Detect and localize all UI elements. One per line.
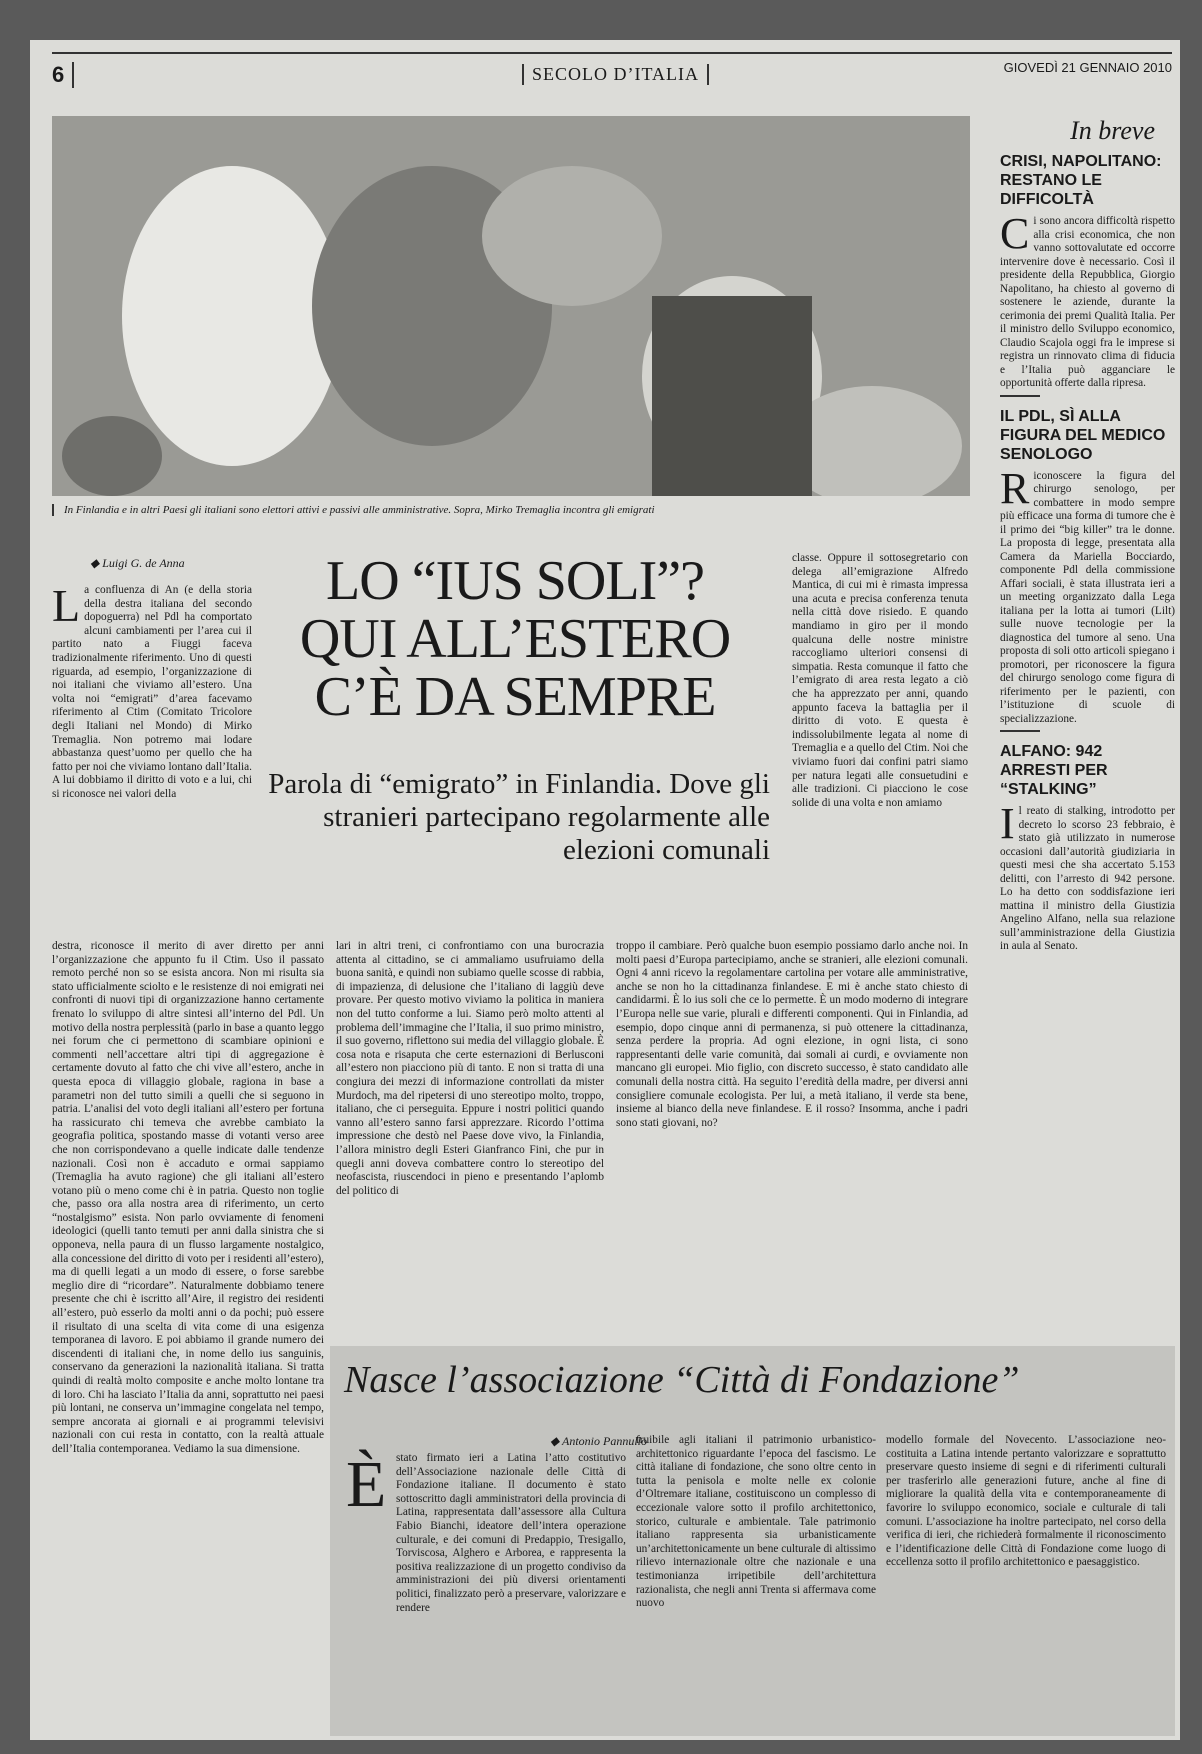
newspaper-page: [30, 40, 1180, 1740]
brief-item: [1000, 152, 1175, 391]
brief-item: [1000, 742, 1175, 954]
brief-body: i sono ancora difficoltà rispetto alla crisi economica, che non vanno sottovalutate ed occorre intervenire dove è necessario. Così il presidente della Repubblica, Giorgio Napolitano, ha chiesto al governo di sostenere le aziende, durante la cerimonia dei premi Qualità Italia. Per il ministro dello Sviluppo economico, Claudio Scajola oggi fra le imprese si registra un rinnovato clima di fiducia e l’Italia può agganciare le opportunità offerte dalla ripresa.: [1000, 215, 1175, 389]
dropcap: I: [1000, 799, 1015, 848]
article-column-3-top: [792, 552, 968, 810]
column-text: fruibile agli italiani il patrimonio urbanistico-architettonico riguardante l’epoca del fascismo. Le città italiane di fondazione, che sono oltre cento in tutta la penisola e molte nelle ex colonie d’Oltremare italiane, costituiscono un complesso di eccezionale valore sotto il profilo architettonico, storico, culturale e ambientale. Tale patrimonio italiano rappresenta sia urbanisticamente un’architettonicamente un bene culturale di altissimo rilievo internazionale oltre che nazionale e una testimonianza irripetibile dell’architettura razionalista, che negli anni Trenta si affermava come nuovo: [636, 1434, 876, 1610]
dropcap: L: [52, 580, 81, 631]
issue-date: GIOVEDÌ 21 GENNAIO 2010: [1003, 60, 1172, 75]
in-brief-logo: In breve: [1070, 116, 1155, 145]
brief-text: [1000, 463, 1175, 727]
association-title: Nasce l’associazione “Città di Fondazione”: [344, 1359, 1020, 1401]
article-column-2: [336, 940, 604, 1198]
column-text: lari in altri treni, ci confrontiamo con una burocrazia attenta al cittadino, se ci ammaliamo usufruiamo della buona sanità, e quindi non subiamo quelle scosse di rabbia, di impazienza, di delusione che l’italiano di laggiù deve provare. Per questo motivo viviamo la politica in maniera non del tutto conforme a lui. Siamo però molto attenti al problema dell’immagine che l’Italia, il suo primo ministro, il suo governo, riflettono sui media del villaggio globale. È cosa nota e risaputa che certe esternazioni di Berlusconi all’estero non piacciono più di tanto. E non si tratta di una congiura dei mezzi di informazione controllati da mister Murdoch, ma del ripetersi di uno stereotipo molto, troppo, italiano, che ci perseguita. Eppure i nostri politici quando vanno all’estero sanno farsi apprezzare. Ricordo l’ottima impressione che destò nel Paese dove vivo, la Finlandia, l’allora ministro degli Esteri Gianfranco Fini, che pur in quegli anni doveva combattere contro lo stereotipo del neofascista, riuscendoci in pieno e presentando l’aplomb del politico di: [336, 940, 604, 1197]
column-text: classe. Oppure il sottosegretario con delega all’emigrazione Alfredo Mantica, di cui mi è rimasta impressa una acuta e precisa conferenza tenuta nella città dove risiedo. E quando mandiamo in giro per il mondo qualcuna delle nostre ministre raccogliamo ulteriori consensi di simpatia. Resta comunque il fatto che l’emigrato di area resta legato a ciò che ha apprezzato per anni, quando appunto faceva la battaglia per il diritto di voto. E questa è indissolubilmente legata al nome di Tremaglia e a quello del Ctim. Noi che viviamo fuori dai confini patri siamo per natura legati alle consuetudini e alle tradizioni. Ci piacciono le cose solide di una volta e non amiamo: [792, 552, 968, 809]
divider: [1000, 395, 1040, 397]
byline-name: Antonio Pannullo: [562, 1434, 648, 1448]
photo-illustration: [52, 116, 970, 496]
in-brief-sidebar: [1000, 116, 1175, 954]
byline-name: Luigi G. de Anna: [102, 556, 185, 570]
article-photo: [52, 116, 970, 496]
association-column-1: [396, 1452, 626, 1615]
brief-text: [1000, 209, 1175, 391]
masthead: [52, 52, 1172, 94]
article-subhead: Parola di “emigrato” in Finlandia. Dove gli stranieri partecipano regolarmente alle elezioni comunali: [268, 768, 770, 866]
article-headline: [260, 552, 770, 726]
headline-line: C’È DA SEMPRE: [314, 666, 716, 728]
column-text: troppo il cambiare. Però qualche buon esempio possiamo darlo anche noi. In molti paesi d’Europa partecipiamo, anche se stranieri, alle elezioni comunali. Ogni 4 anni ricevo la regolamentare cartolina per votare alle amministrative, anche se non ho la cittadinanza finlandese. E mi è anche stato chiesto di candidarmi. È lo ius soli che ce lo permette. È un modo moderno di integrare l’Europa nelle sue varie, plurali e differenti componenti. Qui in Finlandia, ad esempio, dopo cinque anni di permanenza, si può ottenere la cittadinanza, senza perdere la propria. Ad ogni elezione, in ogni lista, ci sono rappresentanti delle varie comunità, dai somali ai curdi, e ovviamente non mancano gli europei. Mio figlio, con discreto successo, è stato candidato alle comunali della nostra città. Ha seguito l’eredità della madre, per diversi anni consigliere comunale ecologista. Per lui, a metà italiano, il verde sta bene, insieme al bianco della neve finlandese. E il rosso? Insomma, anche i padri sono stati giovani, no?: [616, 940, 968, 1129]
photo-caption: In Finlandia e in altri Paesi gli italiani sono elettori attivi e passivi alle amministrative. Sopra, Mirko Tremaglia incontra gli emigrati: [52, 504, 964, 516]
association-column-3: [886, 1434, 1166, 1570]
divider: [1000, 730, 1040, 732]
article-column-1: [52, 940, 324, 1710]
dropcap: R: [1000, 463, 1030, 513]
dropcap: C: [1000, 209, 1030, 258]
brief-text: [1000, 799, 1175, 954]
article-column-3: [616, 940, 968, 1130]
headline-line: LO “IUS SOLI”?: [326, 550, 704, 612]
column-text: destra, riconosce il merito di aver diretto per anni l’organizzazione che appunto fu il Ctim. Uso il passato remoto perché non so se esista ancora. Non mi risulta sia stato ufficialmente sciolto e le resistenze di noi emigrati nei confronti di nuovi tipi di organizzazione hanno certamente frenato lo sviluppo di altre sintesi all’interno del Pdl. Un motivo della nostra perplessità (parlo in base a quanto leggo nei forum che ci permettono di scambiare opinioni e commenti nell’accettare altri tipi di aggregazione è certamente dovuto al fatto che chi vive all’estero, anche in questa epoca di villaggio globale, ragiona in base a parametri non del tutto simili a quelli che si seguono in patria. L’analisi del voto degli italiani all’estero per fortuna ha rassicurato chi temeva che avrebbe cambiato la geografia politica, spostando masse di votanti verso aree che non corrispondevano a quelle indicate dalle tendenze nazionali. Così non è accaduto e ormai sappiamo (Tremaglia ha avuto ragione) che gli italiani all’estero votano più o meno come chi è in patria. Questo non toglie che, passo ora alla nostra area di riferimento, un certo “nostalgismo” esista. Non parlo ovviamente di fenomeni ideologici (quelli tanto temuti per anni dalla sinistra che si opponeva, nella paura di un flusso largamente nostalgico, alla concessione del diritto di voto per i residenti all’estero), ma di quelli legati a un modo di essere, o forse sarebbe meglio dire di “ricordare”. Naturalmente dobbiamo tenere presente che chi è iscritto all’Aire, il registro dei residenti all’estero, può esserlo da molti anni o da pochi; può essere il risultato di una scelta di vita come di una esigenza temporanea di lavoro. E poi abbiamo il grande numero dei discendenti di italiani che, in nome dello ius sanguinis, conservano da generazioni la nazionalità italiana. Si tratta quindi di realtà molto composite e anche molto lontane tra di loro. Chi ha lasciato l’Italia da anni, soprattutto nei paesi più lontani, ne conserva un’immagine congelata nel tempo, sempre ancorata ai giornali e ai programmi televisivi nazionali con cui resta in contatto, con la realtà attuale dell’Italia contemporanea. Vediamo la sua dimensione.: [52, 940, 324, 1455]
article-column-1-top: [52, 580, 252, 802]
association-column-2: [636, 1434, 876, 1611]
brief-body: l reato di stalking, introdotto per decreto lo scorso 23 febbraio, è stato già utilizzato in numerose occasioni dall’autorità giudiziaria in questi mesi che sha accertato 5.153 delitti, con l’arresto di 942 persone. Lo ha detto con soddisfazione ieri mattina il ministro della Giustizia Angelino Alfano, nella sua relazione sull’amministrazione della Giustizia in aula al Senato.: [1000, 805, 1175, 952]
article-byline: ◆ Luigi G. de Anna: [90, 556, 185, 570]
brief-title: CRISI, NAPOLITANO: RESTANO LE DIFFICOLTÀ: [1000, 153, 1162, 208]
dropcap: È: [346, 1448, 387, 1521]
page-number: 6: [52, 62, 74, 88]
column-text: modello formale del Novecento. L’associazione neo-costituita a Latina intende pertanto valorizzare e soprattutto preservare questo insieme di segni e di riferimenti culturali per trasferirlo alle generazioni future, anche al fine di migliorare la qualità della vita e contemporaneamente di favorire lo sviluppo economico, sociale e culturale di tali comuni. L’associazione ha inoltre partecipato, nel corso della verifica di ieri, che richiederà formalmente il riconoscimento e l’identificazione delle Città di Fondazione come luogo di eccellenza sotto il profilo architettonico e paesaggistico.: [886, 1434, 1166, 1569]
brief-body: iconoscere la figura del chirurgo senologo, per combattere in modo sempre più efficace una forma di tumore che è il primo dei “big killer” tra le donne. La proposta di legge, presentata alla Camera da Mariella Bocciardo, componente Pdl della commissione Affari sociali, è stata illustrata ieri a un meeting organizzato dalla Lega italiana per la lotta ai tumori (Lilt) sulle nuove tecnologie per la diagnostica del tumore al seno. Una proposta di soli otto articoli spiegano i promotori, per riconoscere la figura del chirurgo senologo come figura di riferimento per le pazienti, con l’istituzione di scuole di specializzazione.: [1000, 469, 1175, 725]
paper-name: SECOLO D’ITALIA: [522, 64, 709, 85]
brief-title: IL PDL, SÌ ALLA FIGURA DEL MEDICO SENOLOGO: [1000, 407, 1166, 463]
column-text: stato firmato ieri a Latina l’atto costitutivo dell’Associazione nazionale delle Città di Fondazione italiane. Il documento è stato sottoscritto dagli amministratori della provincia di Latina, rappresentata dall’assessore alla Cultura Fabio Bianchi, ideatore dell’intera operazione culturale, e dei comuni di Predappio, Tresigallo, Torviscosa, Alghero e Arborea, e rappresenta la positiva realizzazione di un progetto condiviso da amministrazioni dei più diversi orientamenti politici, finalizzato però a preservare, valorizzare e rendere: [396, 1452, 626, 1614]
brief-title: ALFANO: 942 ARRESTI PER “STALKING”: [1000, 743, 1108, 798]
association-byline: ◆ Antonio Pannullo: [550, 1434, 648, 1448]
headline-line: QUI ALL’ESTERO: [299, 608, 731, 670]
brief-item: [1000, 407, 1175, 727]
column-text: a confluenza di An (e della storia della destra italiana del secondo dopoguerra) nel Pdl ha comportato alcuni cambiamenti per l’area cui il partito nato a Fiuggi faceva tradizionalmente riferimento. Uno di questi riguarda, ad esempio, l’organizzazione di noi italiani che viviamo all’estero. Una volta noi “emigrati” d’area facevamo riferimento al Ctim (Comitato Tricolore degli Italiani nel Mondo) di Mirko Tremaglia. Non potremo mai lodare abbastanza quest’uomo per quello che ha fatto per noi che viviamo lontano dall’Italia. A lui dobbiamo il diritto di voto e a lui, chi si riconosce nei valori della: [52, 584, 252, 800]
